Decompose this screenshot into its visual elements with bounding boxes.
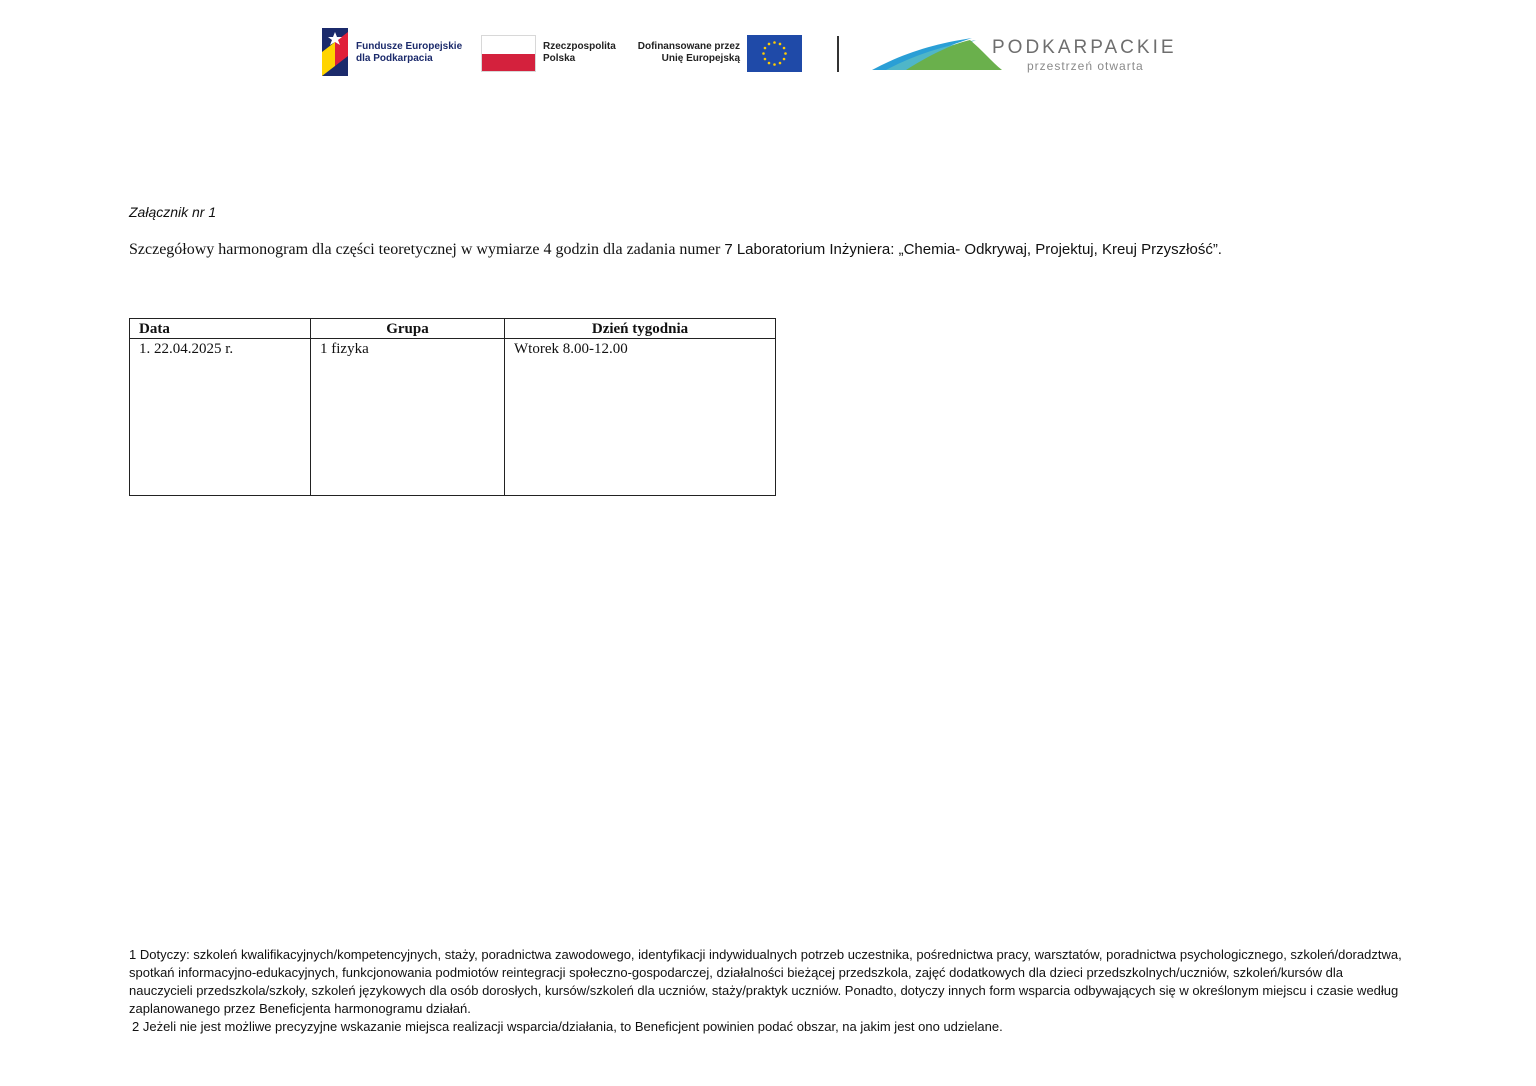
eu-star-icon	[773, 63, 776, 66]
cell-day: Wtorek 8.00-12.00	[505, 339, 776, 496]
eu-star-icon	[779, 43, 782, 46]
cell-group: 1 fizyka	[311, 339, 505, 496]
schedule-table	[129, 318, 776, 496]
podkarpackie-tagline: przestrzeń otwarta	[1027, 59, 1144, 73]
table-header-row	[130, 319, 776, 339]
eu-star-icon	[762, 52, 765, 55]
fundusze-europejskie-text: Fundusze Europejskie dla Podkarpacia	[356, 41, 463, 64]
footnotes	[129, 946, 1409, 1036]
rzeczpospolita-text: Rzeczpospolita Polska	[543, 41, 616, 64]
column-header-date: Data	[130, 319, 311, 339]
eu-star-icon	[784, 52, 787, 55]
eu-star-icon	[768, 62, 771, 65]
eu-star-icon	[783, 47, 786, 50]
eu-flag-icon	[747, 35, 802, 72]
eu-star-icon	[783, 58, 786, 61]
eu-star-icon	[764, 47, 767, 50]
cell-date: 1. 22.04.2025 r.	[130, 339, 311, 496]
eu-star-icon	[768, 43, 771, 46]
podkarpackie-name: PODKARPACKIE	[992, 37, 1177, 58]
column-header-group: Grupa	[311, 319, 505, 339]
column-header-day: Dzień tygodnia	[505, 319, 776, 339]
fundusze-europejskie-logo-icon	[322, 28, 348, 76]
logo-divider	[837, 36, 839, 72]
document-title	[129, 241, 1222, 259]
eu-funding-text: Dofinansowane przez Unię Europejską	[637, 41, 740, 64]
polish-flag-icon	[481, 35, 536, 72]
podkarpackie-mountain-icon	[872, 34, 1002, 72]
eu-star-icon	[779, 62, 782, 65]
footnote-1: 1 Dotyczy: szkoleń kwalifikacyjnych/kompetencyjnych, staży, poradnictwa zawodowego, identyfikacji indywidualnych potrzeb uczestnika, pośrednictwa pracy, warsztatów, poradnictwa psychologicznego, szkoleń/doradztwa, spotkań informacyjno-edukacyjnych, funkcjonowania podmiotów reintegracji społeczno-gospodarczej, działalności bieżącej przedszkola, zajęć dodatkowych dla dzieci przedszkolnych/uczniów, szkoleń/kursów dla nauczycieli przedszkola/szkoły, szkoleń językowych dla osób dorosłych, kursów/szkoleń dla uczniów, staży/praktyk uczniów. Ponadto, dotyczy innych form wsparcia odbywających się w określonym miejscu i czasie według zaplanowanego przez Beneficjenta harmonogramu działań.	[129, 947, 1402, 1016]
table-row	[130, 339, 776, 496]
eu-star-icon	[773, 41, 776, 44]
document-title-part2: 7 Laboratorium Inżyniera: „Chemia- Odkrywaj, Projektuj, Kreuj Przyszłość”.	[724, 241, 1222, 258]
annex-label: Załącznik nr 1	[129, 204, 217, 220]
eu-star-icon	[764, 58, 767, 61]
footnote-2: 2 Jeżeli nie jest możliwe precyzyjne wskazanie miejsca realizacji wsparcia/działania, to Beneficjent powinien podać obszar, na jakim jest ono udzielane.	[132, 1019, 1003, 1034]
document-title-part1: Szczegółowy harmonogram dla części teoretycznej w wymiarze 4 godzin dla zadania numer	[129, 241, 725, 258]
